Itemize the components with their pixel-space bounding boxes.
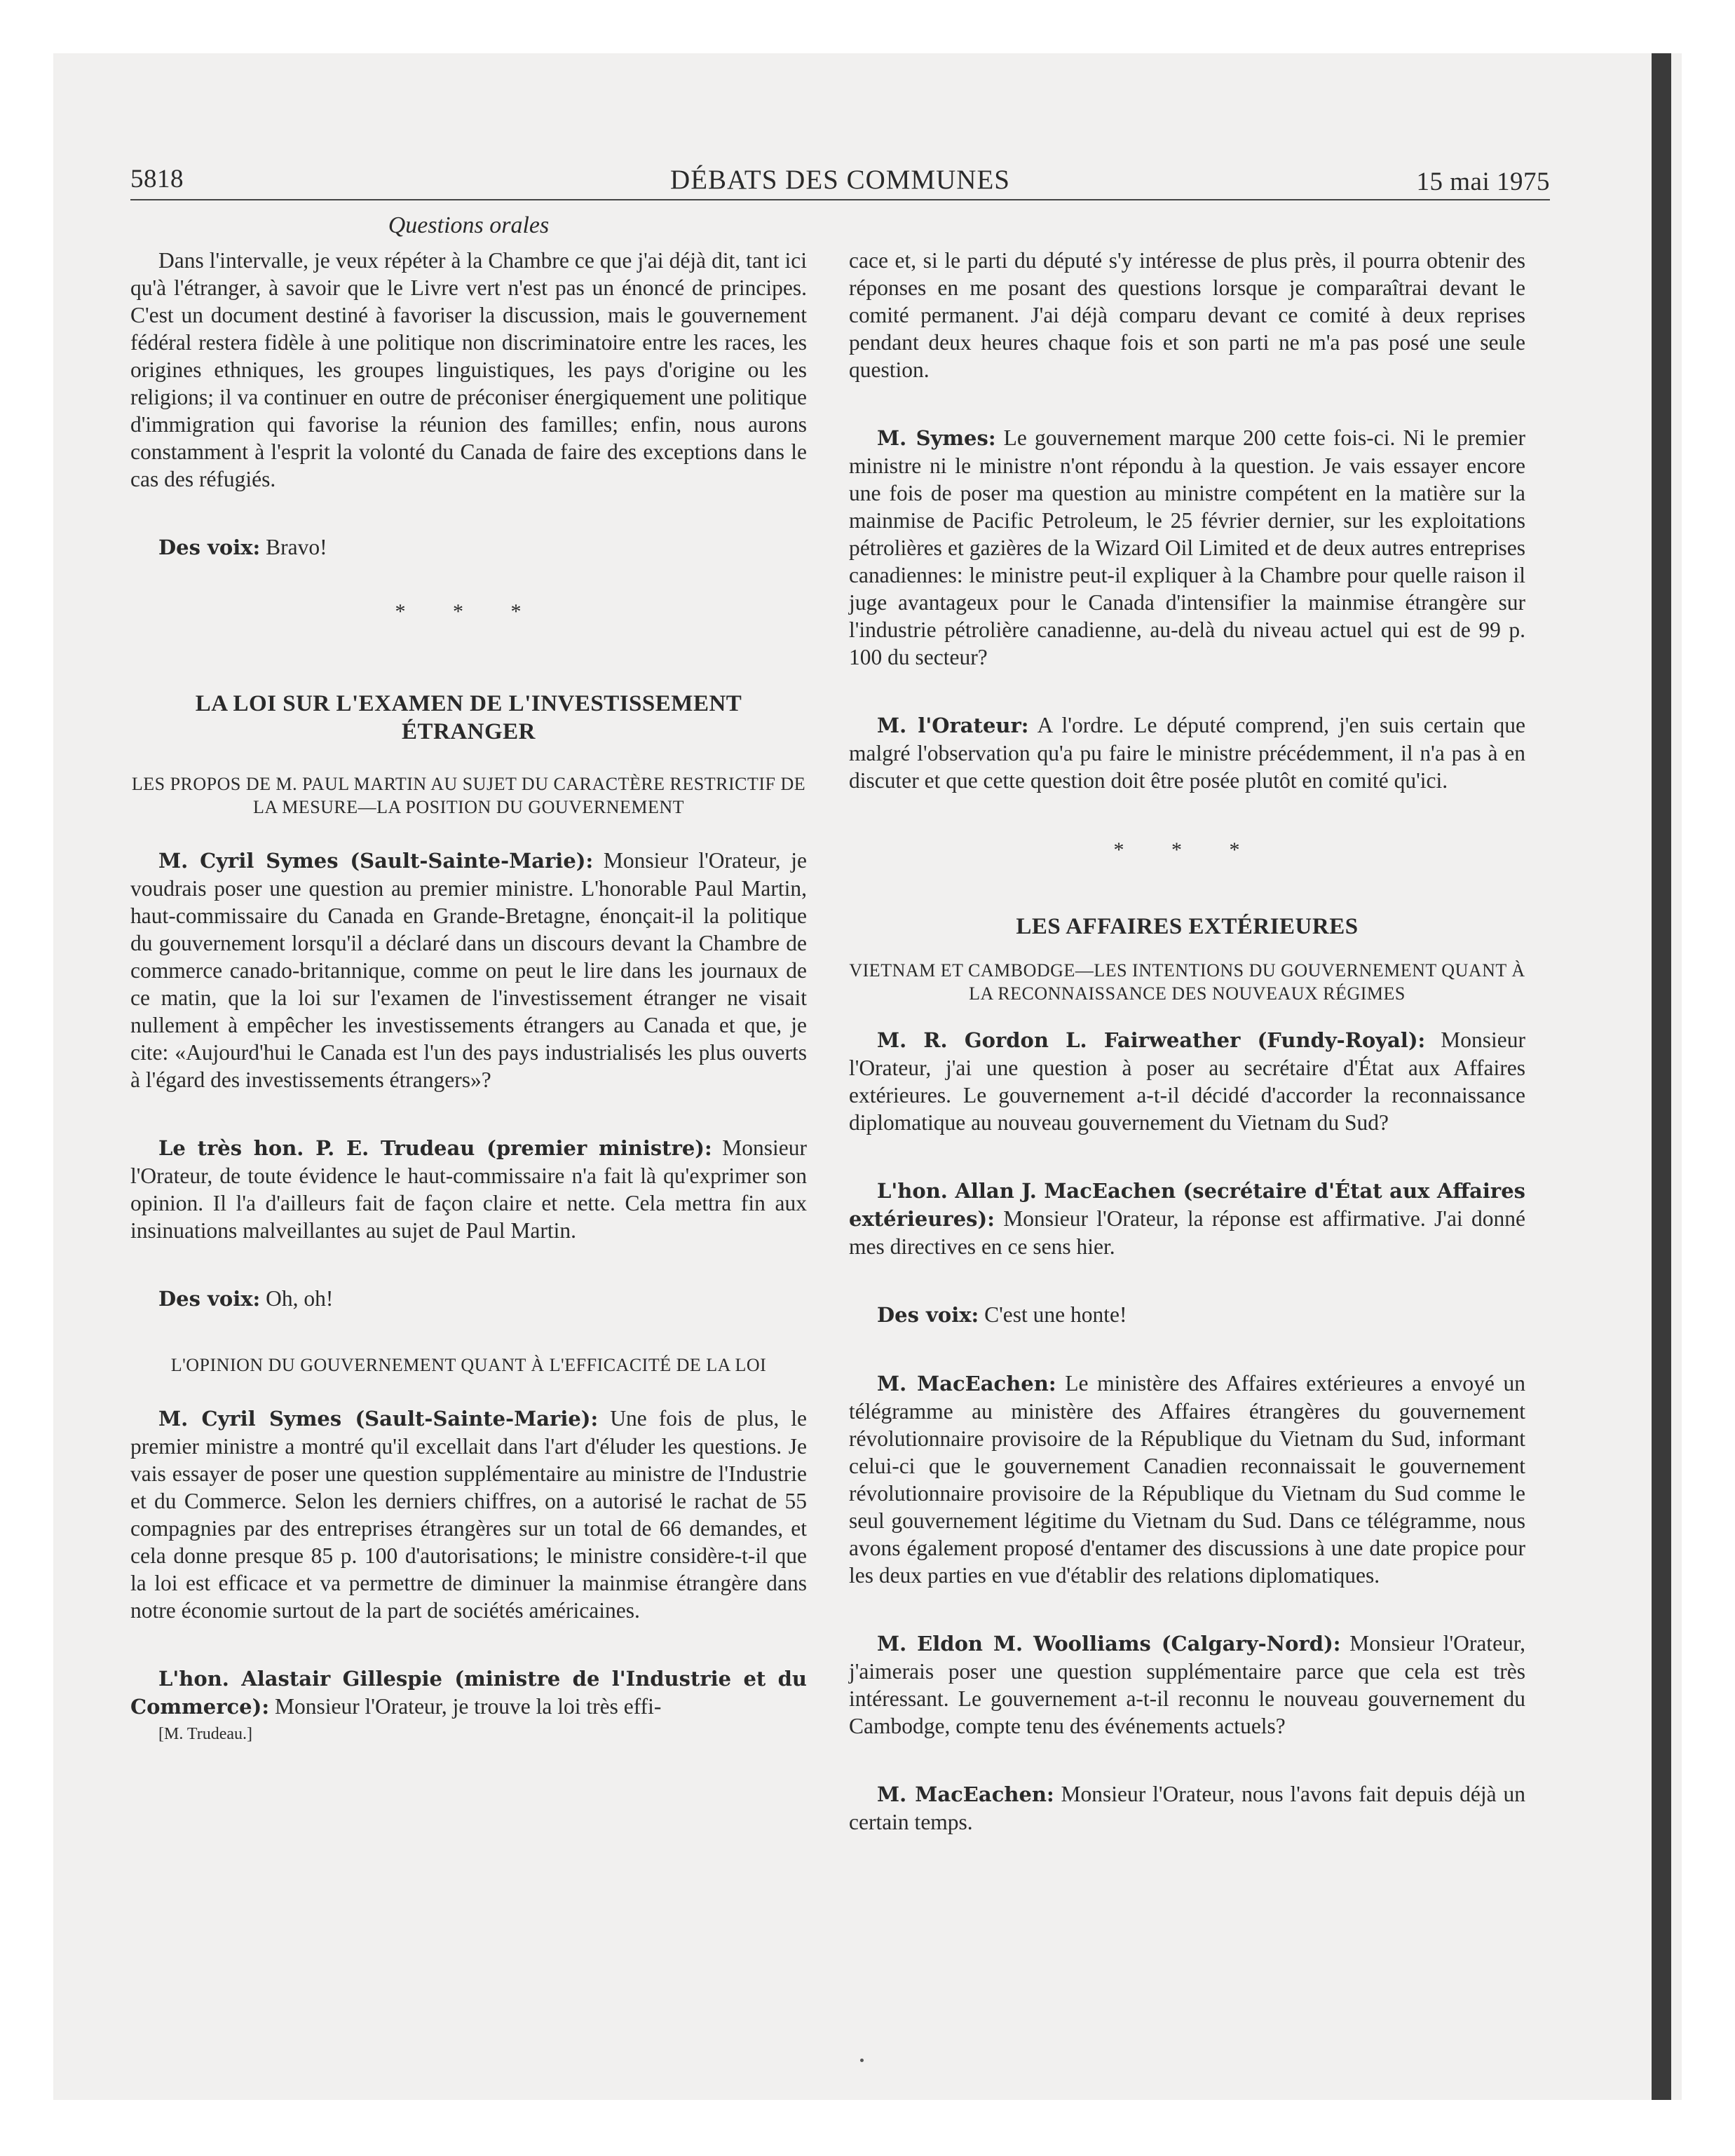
paragraph <box>130 847 807 1093</box>
speaker-name: Des voix: <box>158 1287 261 1311</box>
paragraph <box>130 1665 807 1721</box>
speech-text: Monsieur l'Orateur, la réponse est affirmative. J'ai donné mes directives en ce sens hier. <box>849 1206 1525 1259</box>
speech-text: Le ministère des Affaires extérieures a envoyé un télégramme au ministère des Affaires étrangères du gouvernement révolutionnaire provisoire de la République du Vietnam du Sud, informant celui-ci que le gouvernement Canadien reconnaissait le gouvernement révolutionnaire provisoire de la République du Vietnam du Sud comme le seul gouvernement légitime du Vietnam du Sud. Dans ce télégramme, nous avons également proposé d'entamer des discussions à une date propice pour les deux parties en vue d'établir des relations diplomatiques. <box>849 1371 1525 1588</box>
left-column <box>130 247 807 1748</box>
paragraph <box>849 711 1525 794</box>
speech-text: Monsieur l'Orateur, je voudrais poser une question au premier ministre. L'honorable Paul Martin, haut-commissaire du Canada en Grande-Bretagne, énonçait-il la politique du gouvernement lorsqu'il a déclaré dans un discours devant la Chambre de commerce canado-britannique, comme on peut le lire dans les journaux de ce matin, que la loi sur l'examen de l'investissement étranger ne visait nullement à empêcher les investissements étrangers au Canada et que, je cite: «Aujourd'hui le Canada est l'un des pays industrialisés les plus ouverts à l'égard des investissements étrangers»? <box>130 848 807 1092</box>
paragraph: cace et, si le parti du député s'y intéresse de plus près, il pourra obtenir des réponses en me posant des questions lorsque je comparaîtrai devant le comité permanent. J'ai déjà comparu devant ce comité à deux reprises pendant deux heures chaque fois et son parti ne m'a pas posé une seule question. <box>849 248 1525 382</box>
paragraph <box>849 1780 1525 1836</box>
speaker-name: L'hon. Allan J. MacEachen (secrétaire d'État aux Affaires extérieures): <box>849 1179 1525 1231</box>
speaker-name: M. R. Gordon L. Fairweather (Fundy-Royal): <box>877 1028 1426 1052</box>
right-column <box>849 247 1525 1836</box>
speech-text: Monsieur l'Orateur, de toute évidence le haut-commissaire n'a fait là qu'exprimer son opinion. Il l'a d'ailleurs fait de façon claire et nette. Cela mettra fin aux insinuations malveillantes au sujet de Paul Martin. <box>130 1135 808 1243</box>
page-header <box>130 158 1550 198</box>
speech-text: Monsieur l'Orateur, j'aimerais poser une question supplémentaire parce que cela est très intéressant. Le gouvernement a-t-il reconnu le nouveau gouvernement du Cambodge, compte tenu des événements actuels? <box>849 1631 1525 1738</box>
speech-text: C'est une honte! <box>979 1302 1127 1327</box>
paragraph <box>849 424 1525 671</box>
scan-edge-bar <box>1652 53 1671 2100</box>
paragraph <box>130 1405 807 1624</box>
header-rule <box>130 199 1550 200</box>
paragraph <box>849 1301 1525 1329</box>
paragraph <box>849 1026 1525 1136</box>
issue-date: 15 mai 1975 <box>1416 168 1550 196</box>
section-heading: LES AFFAIRES EXTÉRIEURES <box>1016 914 1359 939</box>
paragraph: Dans l'intervalle, je veux répéter à la Chambre ce que j'ai déjà dit, tant ici qu'à l'étranger, à savoir que le Livre vert n'est pas un énoncé de principes. C'est un document destiné à favoriser la discussion, mais le gouvernement fédéral restera fidèle à une politique non discriminatoire entre les races, les origines ethniques, les groupes linguistiques, les pays d'origine ou les religions; il va continuer en outre de préconiser énergiquement une politique d'immigration qui favorise la réunion des familles; enfin, nous aurons constamment à l'esprit la volonté du Canada de faire des exceptions dans le cas des réfugiés. <box>130 248 807 491</box>
speech-text: A l'ordre. Le député comprend, j'en suis certain que malgré l'observation qu'a pu faire le ministre précédemment, il n'a pas à en discuter et que cette question doit être posée plutôt en comité qu'ici. <box>849 713 1525 793</box>
speech-text: Une fois de plus, le premier ministre a montré qu'il excellait dans l'art d'éluder les questions. Je vais essayer de poser une question supplémentaire au ministre de l'Industrie et du Commerce. Selon les derniers chiffres, on a autorisé le rachat de 55 compagnies par des entreprises étrangères sur un total de 66 demandes, et cela donne presque 85 p. 100 d'autorisations; le ministre considère-t-il que la loi est efficace et va permettre de diminuer la mainmise étrangère dans notre économie surtout de la part de sociétés américaines. <box>130 1406 807 1623</box>
speech-text: Bravo! <box>260 535 327 559</box>
speaker-name: M. l'Orateur: <box>877 714 1029 737</box>
speech-text: Oh, oh! <box>260 1286 334 1311</box>
speaker-name: L'hon. Alastair Gillespie (ministre de l'Industrie et du Commerce): <box>130 1667 807 1719</box>
section-subheading: L'OPINION DU GOUVERNEMENT QUANT À L'EFFICACITÉ DE LA LOI <box>170 1355 767 1375</box>
paragraph <box>849 1630 1525 1740</box>
speaker-name: M. MacEachen: <box>877 1782 1054 1806</box>
footnote: [M. Trudeau.] <box>158 1725 253 1743</box>
running-title: Questions orales <box>388 212 550 238</box>
scan-speck <box>860 2059 864 2062</box>
page-number: 5818 <box>130 165 184 193</box>
speaker-name: Des voix: <box>158 535 261 559</box>
section-separator: * * * <box>395 600 543 623</box>
publication-title: DÉBATS DES COMMUNES <box>670 165 1010 195</box>
speech-text: Monsieur l'Orateur, nous l'avons fait depuis déjà un certain temps. <box>849 1782 1525 1834</box>
paragraph <box>130 1134 807 1244</box>
paragraph <box>130 533 807 561</box>
section-subheading: LES PROPOS DE M. PAUL MARTIN AU SUJET DU CARACTÈRE RESTRICTIF DE LA MESURE—LA POSITION DU GOUVERNEMENT <box>131 774 806 817</box>
section-separator: * * * <box>1113 838 1261 861</box>
section-subheading: VIETNAM ET CAMBODGE—LES INTENTIONS DU GOUVERNEMENT QUANT À LA RECONNAISSANCE DES NOUVEAUX RÉGIMES <box>849 960 1525 1004</box>
section-heading: LA LOI SUR L'EXAMEN DE L'INVESTISSEMENT ÉTRANGER <box>195 691 742 744</box>
speaker-name: Des voix: <box>877 1303 979 1327</box>
paragraph <box>849 1370 1525 1589</box>
speaker-name: Le très hon. P. E. Trudeau (premier ministre): <box>158 1136 712 1160</box>
paragraph <box>130 1285 807 1313</box>
speech-text: Monsieur l'Orateur, je trouve la loi très effi- <box>269 1694 662 1719</box>
speaker-name: M. MacEachen: <box>877 1372 1056 1396</box>
speaker-name: M. Cyril Symes (Sault-Sainte-Marie): <box>158 849 594 873</box>
speech-text: Le gouvernement marque 200 cette fois-ci. Ni le premier ministre ni le ministre n'ont répondu à la question. Je vais essayer encore une fois de poser ma question au ministre compétent en la matière sur la mainmise de Pacific Petroleum, le 25 février dernier, sur les exploitations pétrolières et gazières de la Wizard Oil Limited et de deux autres entreprises canadiennes: le ministre peut-il expliquer à la Chambre pour quelle raison il juge avantageux pour le Canada d'intensifier la mainmise étrangère sur l'industrie pétrolière canadienne, au-delà du niveau actuel qui est de 99 p. 100 du secteur? <box>849 425 1525 669</box>
speech-text: Monsieur l'Orateur, j'ai une question à poser au secrétaire d'État aux Affaires extérieures. Le gouvernement a-t-il décidé d'accorder la reconnaissance diplomatique au nouveau gouvernement du Vietnam du Sud? <box>849 1028 1525 1135</box>
paragraph <box>849 1177 1525 1260</box>
speaker-name: M. Cyril Symes (Sault-Sainte-Marie): <box>158 1407 599 1431</box>
speaker-name: M. Eldon M. Woolliams (Calgary-Nord): <box>877 1632 1341 1656</box>
speaker-name: M. Symes: <box>877 426 996 450</box>
